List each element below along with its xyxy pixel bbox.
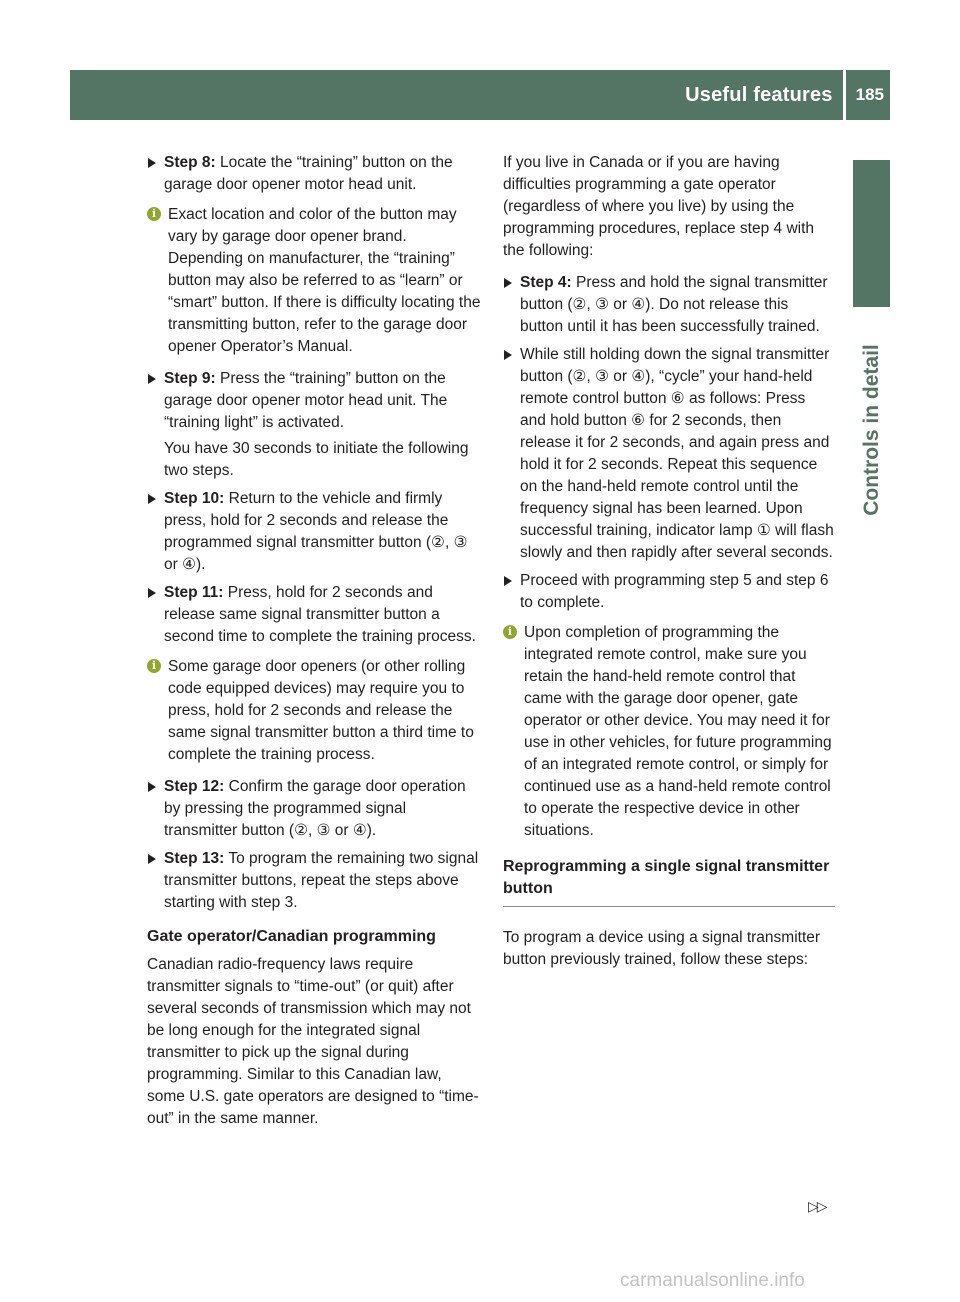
step-11 bbox=[147, 582, 482, 648]
step-label: Step 11: bbox=[164, 584, 224, 601]
header-divider bbox=[843, 70, 846, 120]
arrow-bullet-icon bbox=[148, 374, 156, 384]
left-column bbox=[147, 152, 482, 1140]
section-title: Useful features bbox=[685, 83, 833, 106]
step-text: To program the remaining two signal transmitter buttons, repeat the steps above starting with step 3. bbox=[164, 850, 479, 911]
step-12 bbox=[147, 776, 482, 842]
step-label: Step 8: bbox=[164, 154, 216, 171]
step-extra: You have 30 seconds to initiate the following two steps. bbox=[164, 440, 469, 479]
continue-arrows-icon: ▷▷ bbox=[808, 1198, 826, 1214]
watermark: carmanualsonline.info bbox=[620, 1270, 805, 1291]
page-number: 185 bbox=[855, 85, 884, 104]
gate-paragraph: Canadian radio-frequency laws require transmitter signals to “time-out” (or quit) after several seconds of transmission which may not be long enough for the integrated signal transmitter to pick up the signal during programming. Similar to this Canadian law, some U.S. gate operators are designed to “time-out” in the same manner. bbox=[147, 956, 479, 1127]
step-text: Proceed with programming step 5 and step 6 to complete. bbox=[520, 572, 829, 611]
step-label: Step 12: bbox=[164, 778, 225, 795]
step-text: Press, hold for 2 seconds and release same signal transmitter button a second time to complete the training process. bbox=[164, 584, 476, 645]
arrow-bullet-icon bbox=[148, 494, 156, 504]
reprogramming-heading: Reprogramming a single signal transmitter button bbox=[503, 856, 835, 907]
step-13 bbox=[147, 848, 482, 914]
info-note bbox=[147, 204, 482, 358]
step-text: Confirm the garage door operation by pressing the programmed signal transmitter button (②, ③ or ④). bbox=[164, 778, 466, 839]
arrow-bullet-icon bbox=[504, 576, 512, 586]
step-10 bbox=[147, 488, 482, 576]
arrow-bullet-icon bbox=[148, 782, 156, 792]
step-8 bbox=[147, 152, 482, 196]
gate-heading: Gate operator/Canadian programming bbox=[147, 928, 436, 945]
step-text: Return to the vehicle and firmly press, hold for 2 seconds and release the programmed signal transmitter button (②, ③ or ④). bbox=[164, 490, 468, 573]
running-header bbox=[685, 70, 890, 120]
step-text: Locate the “training” button on the garage door opener motor head unit. bbox=[164, 154, 453, 193]
info-note bbox=[503, 622, 835, 842]
arrow-bullet-icon bbox=[148, 158, 156, 168]
step-label: Step 13: bbox=[164, 850, 225, 867]
side-tab bbox=[853, 310, 890, 550]
cycle-step bbox=[503, 344, 835, 564]
right-column bbox=[503, 152, 835, 981]
step-9 bbox=[147, 368, 482, 482]
arrow-bullet-icon bbox=[148, 588, 156, 598]
info-icon: i bbox=[147, 207, 161, 221]
note-text: Upon completion of programming the integrated remote control, make sure you retain the hand-held remote control that came with the garage door opener, gate operator or other device. You may need it for use in other vehicles, for future programming of an integrated remote control, or simply for continued use as a hand-held remote control to operate the respective device in other situations. bbox=[524, 624, 832, 839]
step-text: Press and hold the signal transmitter button (②, ③ or ④). Do not release this button until it has been successfully trained. bbox=[520, 274, 828, 335]
step-text: While still holding down the signal transmitter button (②, ③ or ④), “cycle” your hand-held remote control button ⑥ as follows: Press and hold button ⑥ for 2 seconds, then release it for 2 seconds, and again press and hold it for 2 seconds. Repeat this sequence on the hand-held remote control until the frequency signal has been learned. Upon successful training, indicator lamp ① will flash slowly and then rapidly after several seconds. bbox=[520, 346, 834, 561]
side-tab-block bbox=[853, 160, 890, 307]
arrow-bullet-icon bbox=[504, 278, 512, 288]
step-text: Press the “training” button on the garage door opener motor head unit. The “training light” is activated. bbox=[164, 370, 448, 431]
info-note bbox=[147, 656, 482, 766]
proceed-step bbox=[503, 570, 835, 614]
reprogramming-paragraph: To program a device using a signal transmitter button previously trained, follow these steps: bbox=[503, 929, 821, 968]
info-icon: i bbox=[503, 625, 517, 639]
arrow-bullet-icon bbox=[504, 350, 512, 360]
step-label: Step 4: bbox=[520, 274, 572, 291]
info-icon: i bbox=[147, 659, 161, 673]
step-label: Step 10: bbox=[164, 490, 225, 507]
step-label: Step 9: bbox=[164, 370, 216, 387]
note-text: Exact location and color of the button may vary by garage door opener brand. Depending on manufacturer, the “training” button may also be referred to as “learn” or “smart” button. If there is difficulty locating the transmitting button, refer to the garage door opener Operator’s Manual. bbox=[168, 206, 481, 355]
intro-paragraph: If you live in Canada or if you are having difficulties programming a gate operator (regardless of where you live) by using the programming procedures, replace step 4 with the following: bbox=[503, 154, 815, 259]
step-4 bbox=[503, 272, 835, 338]
arrow-bullet-icon bbox=[148, 854, 156, 864]
side-tab-label: Controls in detail bbox=[859, 344, 883, 516]
note-text: Some garage door openers (or other rolling code equipped devices) may require you to press, hold for 2 seconds and release the same signal transmitter button a third time to complete the training process. bbox=[168, 658, 474, 763]
